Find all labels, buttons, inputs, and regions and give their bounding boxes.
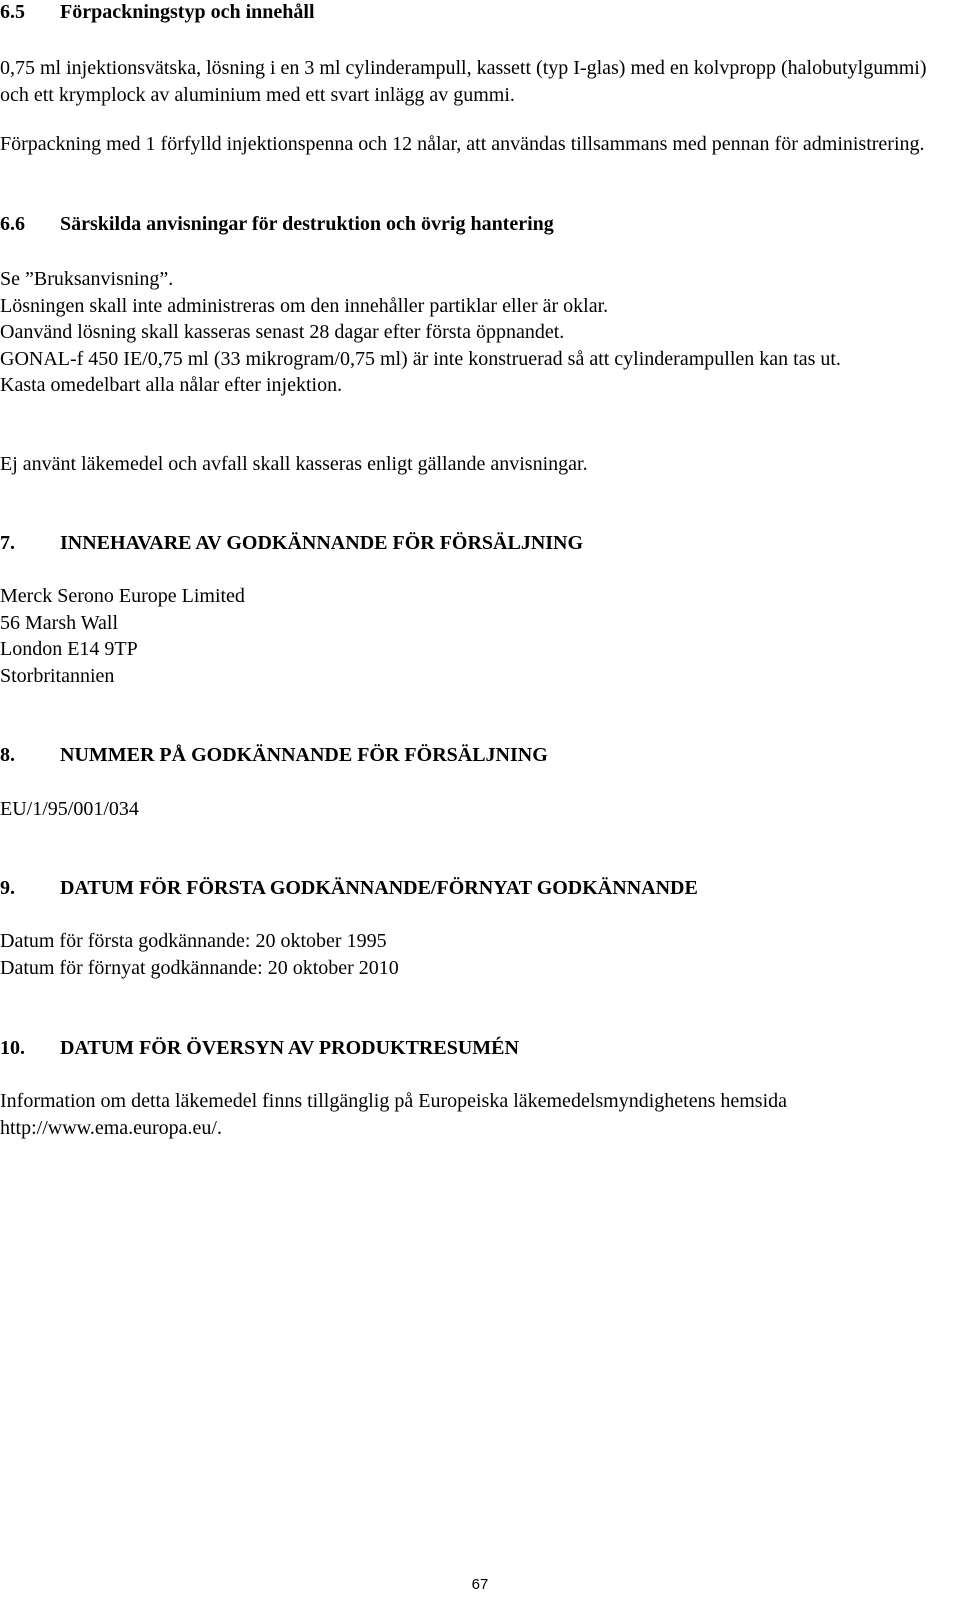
section-title: DATUM FÖR FÖRSTA GODKÄNNANDE/FÖRNYAT GODKÄNNANDE bbox=[60, 877, 698, 899]
section-title: NUMMER PÅ GODKÄNNANDE FÖR FÖRSÄLJNING bbox=[60, 744, 548, 766]
revision-information: Information om detta läkemedel finns tillgänglig på Europeiska läkemedelsmyndighetens hemsida http://www.ema.europa.eu/. bbox=[0, 1090, 788, 1139]
section-number: 6.6 bbox=[0, 213, 25, 235]
address-line: 56 Marsh Wall bbox=[0, 611, 119, 634]
date-line: Datum för förnyat godkännande: 20 oktober 2010 bbox=[0, 956, 399, 979]
instruction-line: Lösningen skall inte administreras om den innehåller partiklar eller är oklar. bbox=[0, 294, 609, 317]
address-line: London E14 9TP bbox=[0, 638, 138, 661]
section-title: Förpackningstyp och innehåll bbox=[60, 1, 315, 23]
section-number: 8. bbox=[0, 744, 15, 766]
holder-address bbox=[0, 583, 958, 689]
disposal-text: Ej använt läkemedel och avfall skall kasseras enligt gällande anvisningar. bbox=[0, 453, 588, 475]
section-10-heading bbox=[0, 1035, 958, 1062]
page-number: 67 bbox=[471, 1576, 489, 1593]
package-contents: Förpackning med 1 förfylld injektionspenna och 12 nålar, att användas tillsammans med pennan för administrering. bbox=[0, 133, 925, 155]
authorisation-number: EU/1/95/001/034 bbox=[0, 798, 139, 820]
handling-instructions bbox=[0, 266, 958, 399]
address-line: Storbritannien bbox=[0, 664, 115, 687]
instruction-line: Se ”Bruksanvisning”. bbox=[0, 268, 174, 290]
authorisation-dates bbox=[0, 928, 958, 981]
date-line: Datum för första godkännande: 20 oktober 1995 bbox=[0, 930, 387, 952]
section-number: 6.5 bbox=[0, 1, 25, 23]
address-line: Merck Serono Europe Limited bbox=[0, 585, 245, 607]
instruction-line: Oanvänd lösning skall kasseras senast 28 dagar efter första öppnandet. bbox=[0, 321, 565, 344]
section-title: DATUM FÖR ÖVERSYN AV PRODUKTRESUMÉN bbox=[60, 1037, 519, 1059]
section-6-5-heading bbox=[0, 0, 958, 26]
section-6-6-heading bbox=[0, 211, 958, 238]
instruction-line: Kasta omedelbart alla nålar efter injektion. bbox=[0, 374, 343, 397]
section-number: 7. bbox=[0, 532, 15, 554]
instruction-line: GONAL-f 450 IE/0,75 ml (33 mikrogram/0,75 ml) är inte konstruerad så att cylinderampullen kan tas ut. bbox=[0, 347, 841, 370]
section-title: INNEHAVARE AV GODKÄNNANDE FÖR FÖRSÄLJNING bbox=[60, 532, 584, 554]
section-number: 9. bbox=[0, 877, 15, 899]
packaging-description: 0,75 ml injektionsvätska, lösning i en 3 ml cylinderampull, kassett (typ I-glas) med en kolvpropp (halobutylgummi) och ett krymplock av aluminium med ett svart inlägg av gummi. bbox=[0, 57, 927, 106]
section-7-heading bbox=[0, 530, 958, 557]
section-9-heading bbox=[0, 875, 958, 902]
section-8-heading bbox=[0, 742, 958, 769]
section-number: 10. bbox=[0, 1037, 25, 1059]
section-title: Särskilda anvisningar för destruktion och övrig hantering bbox=[60, 213, 554, 235]
